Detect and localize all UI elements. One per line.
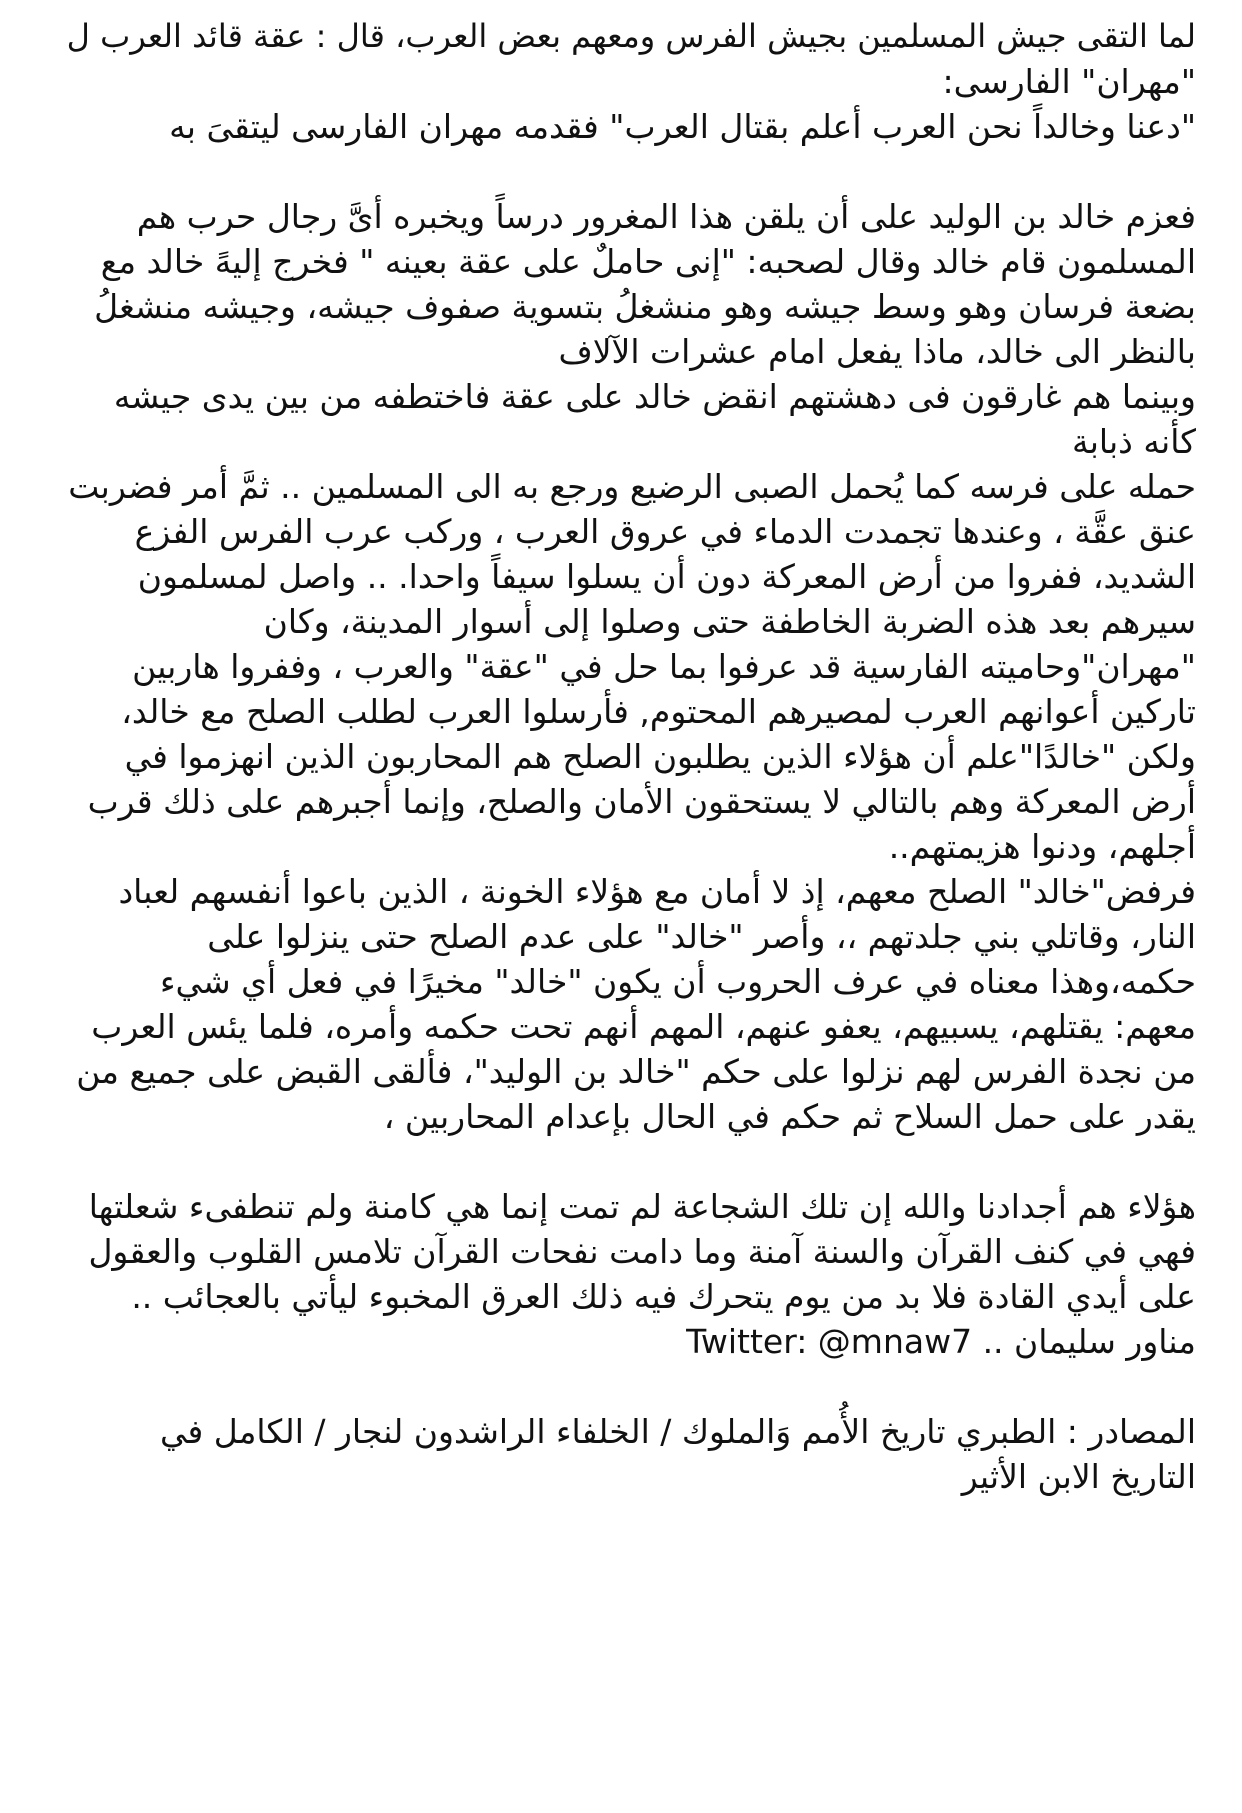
- paragraph-spacer: [48, 1139, 1196, 1184]
- text-line: أجلهم، ودنوا هزيمتهم..: [888, 827, 1196, 866]
- text-line: على أيدي القادة فلا بد من يوم يتحرك فيه ذلك العرق المخبوء ليأتي بالعجائب ..: [131, 1277, 1196, 1316]
- sources-line: التاريخ الابن الأثير: [961, 1457, 1196, 1496]
- text-line: فهي في كنف القرآن والسنة آمنة وما دامت نفحات القرآن تلامس القلوب والعقول: [88, 1232, 1196, 1271]
- paragraph-intro: [48, 14, 1196, 149]
- text-line: المسلمون قام خالد وقال لصحبه: "إنى حاملٌ على عقة بعينه " فخرج إليهً خالد مع: [100, 242, 1196, 281]
- text-line: ولكن "خالدًا"علم أن هؤلاء الذين يطلبون الصلح هم المحاربون الذين انهزموا في: [124, 737, 1196, 776]
- text-line: حمله على فرسه كما يُحمل الصبى الرضيع ورجع به الى المسلمين .. ثمَّ أمر فضربت: [68, 467, 1196, 506]
- text-line: هؤلاء هم أجدادنا والله إن تلك الشجاعة لم تمت إنما هي كامنة ولم تنطفىء شعلتها: [88, 1187, 1196, 1226]
- text-line: "مهران"وحاميته الفارسية قد عرفوا بما حل في "عقة" والعرب ، وففروا هاربين: [132, 647, 1196, 686]
- paragraph-conclusion: [48, 1184, 1196, 1364]
- text-line: بالنظر الى خالد، ماذا يفعل امام عشرات الآلاف: [558, 332, 1196, 371]
- text-line: عنق عقَّة ، وعندها تجمدت الدماء في عروق العرب ، وركب عرب الفرس الفزع: [134, 512, 1196, 551]
- text-line: تاركين أعوانهم العرب لمصيرهم المحتوم, فأرسلوا العرب لطلب الصلح مع خالد،: [121, 692, 1196, 731]
- author-twitter-line: مناور سليمان .. Twitter: @mnaw7: [686, 1322, 1196, 1361]
- text-line: سيرهم بعد هذه الضربة الخاطفة حتى وصلوا إلى أسوار المدينة، وكان: [263, 602, 1196, 641]
- text-line: وبينما هم غارقون فى دهشتهم انقض خالد على عقة فاختطفه من بين يدى جيشه: [113, 377, 1196, 416]
- paragraph-sources: [48, 1409, 1196, 1499]
- text-line: الشديد، ففروا من أرض المعركة دون أن يسلوا سيفاً واحدا. .. واصل لمسلمون: [137, 557, 1196, 596]
- paragraph-story: [48, 194, 1196, 1139]
- text-line: كأنه ذبابة: [1072, 422, 1196, 461]
- text-line: فرفض"خالد" الصلح معهم، إذ لا أمان مع هؤلاء الخونة ، الذين باعوا أنفسهم لعباد: [118, 872, 1196, 911]
- text-line: فعزم خالد بن الوليد على أن يلقن هذا المغرور درساً ويخبره أىَّ رجال حرب هم: [136, 197, 1196, 236]
- text-line: "مهران" الفارسى:: [942, 62, 1196, 101]
- text-line: أرض المعركة وهم بالتالي لا يستحقون الأمان والصلح، وإنما أجبرهم على ذلك قرب: [87, 782, 1196, 821]
- text-line: النار، وقاتلي بني جلدتهم ،، وأصر "خالد" على عدم الصلح حتى ينزلوا على: [207, 917, 1196, 956]
- paragraph-spacer: [48, 1364, 1196, 1409]
- sources-line: المصادر : الطبري تاريخ الأُمم وَالملوك / الخلفاء الراشدون لنجار / الكامل في: [159, 1412, 1196, 1451]
- text-line: معهم: يقتلهم، يسبيهم، يعفو عنهم، المهم أنهم تحت حكمه وأمره، فلما يئس العرب: [91, 1007, 1196, 1046]
- text-line: حكمه،وهذا معناه في عرف الحروب أن يكون "خالد" مخيرًا في فعل أي شيء: [159, 962, 1196, 1001]
- text-line: بضعة فرسان وهو وسط جيشه وهو منشغلُ بتسوية صفوف جيشه، وجيشه منشغلُ: [94, 287, 1196, 326]
- text-line: يقدر على حمل السلاح ثم حكم في الحال بإعدام المحاربين ،: [383, 1097, 1196, 1136]
- paragraph-spacer: [48, 149, 1196, 194]
- text-line: من نجدة الفرس لهم نزلوا على حكم "خالد بن الوليد"، فألقى القبض على جميع من: [76, 1052, 1196, 1091]
- text-line: لما التقى جيش المسلمين بجيش الفرس ومعهم بعض العرب، قال : عقة قائد العرب ل: [66, 17, 1196, 55]
- text-line: "دعنا وخالداً نحن العرب أعلم بقتال العرب" فقدمه مهران الفارسى ليتقىَ به: [169, 107, 1196, 146]
